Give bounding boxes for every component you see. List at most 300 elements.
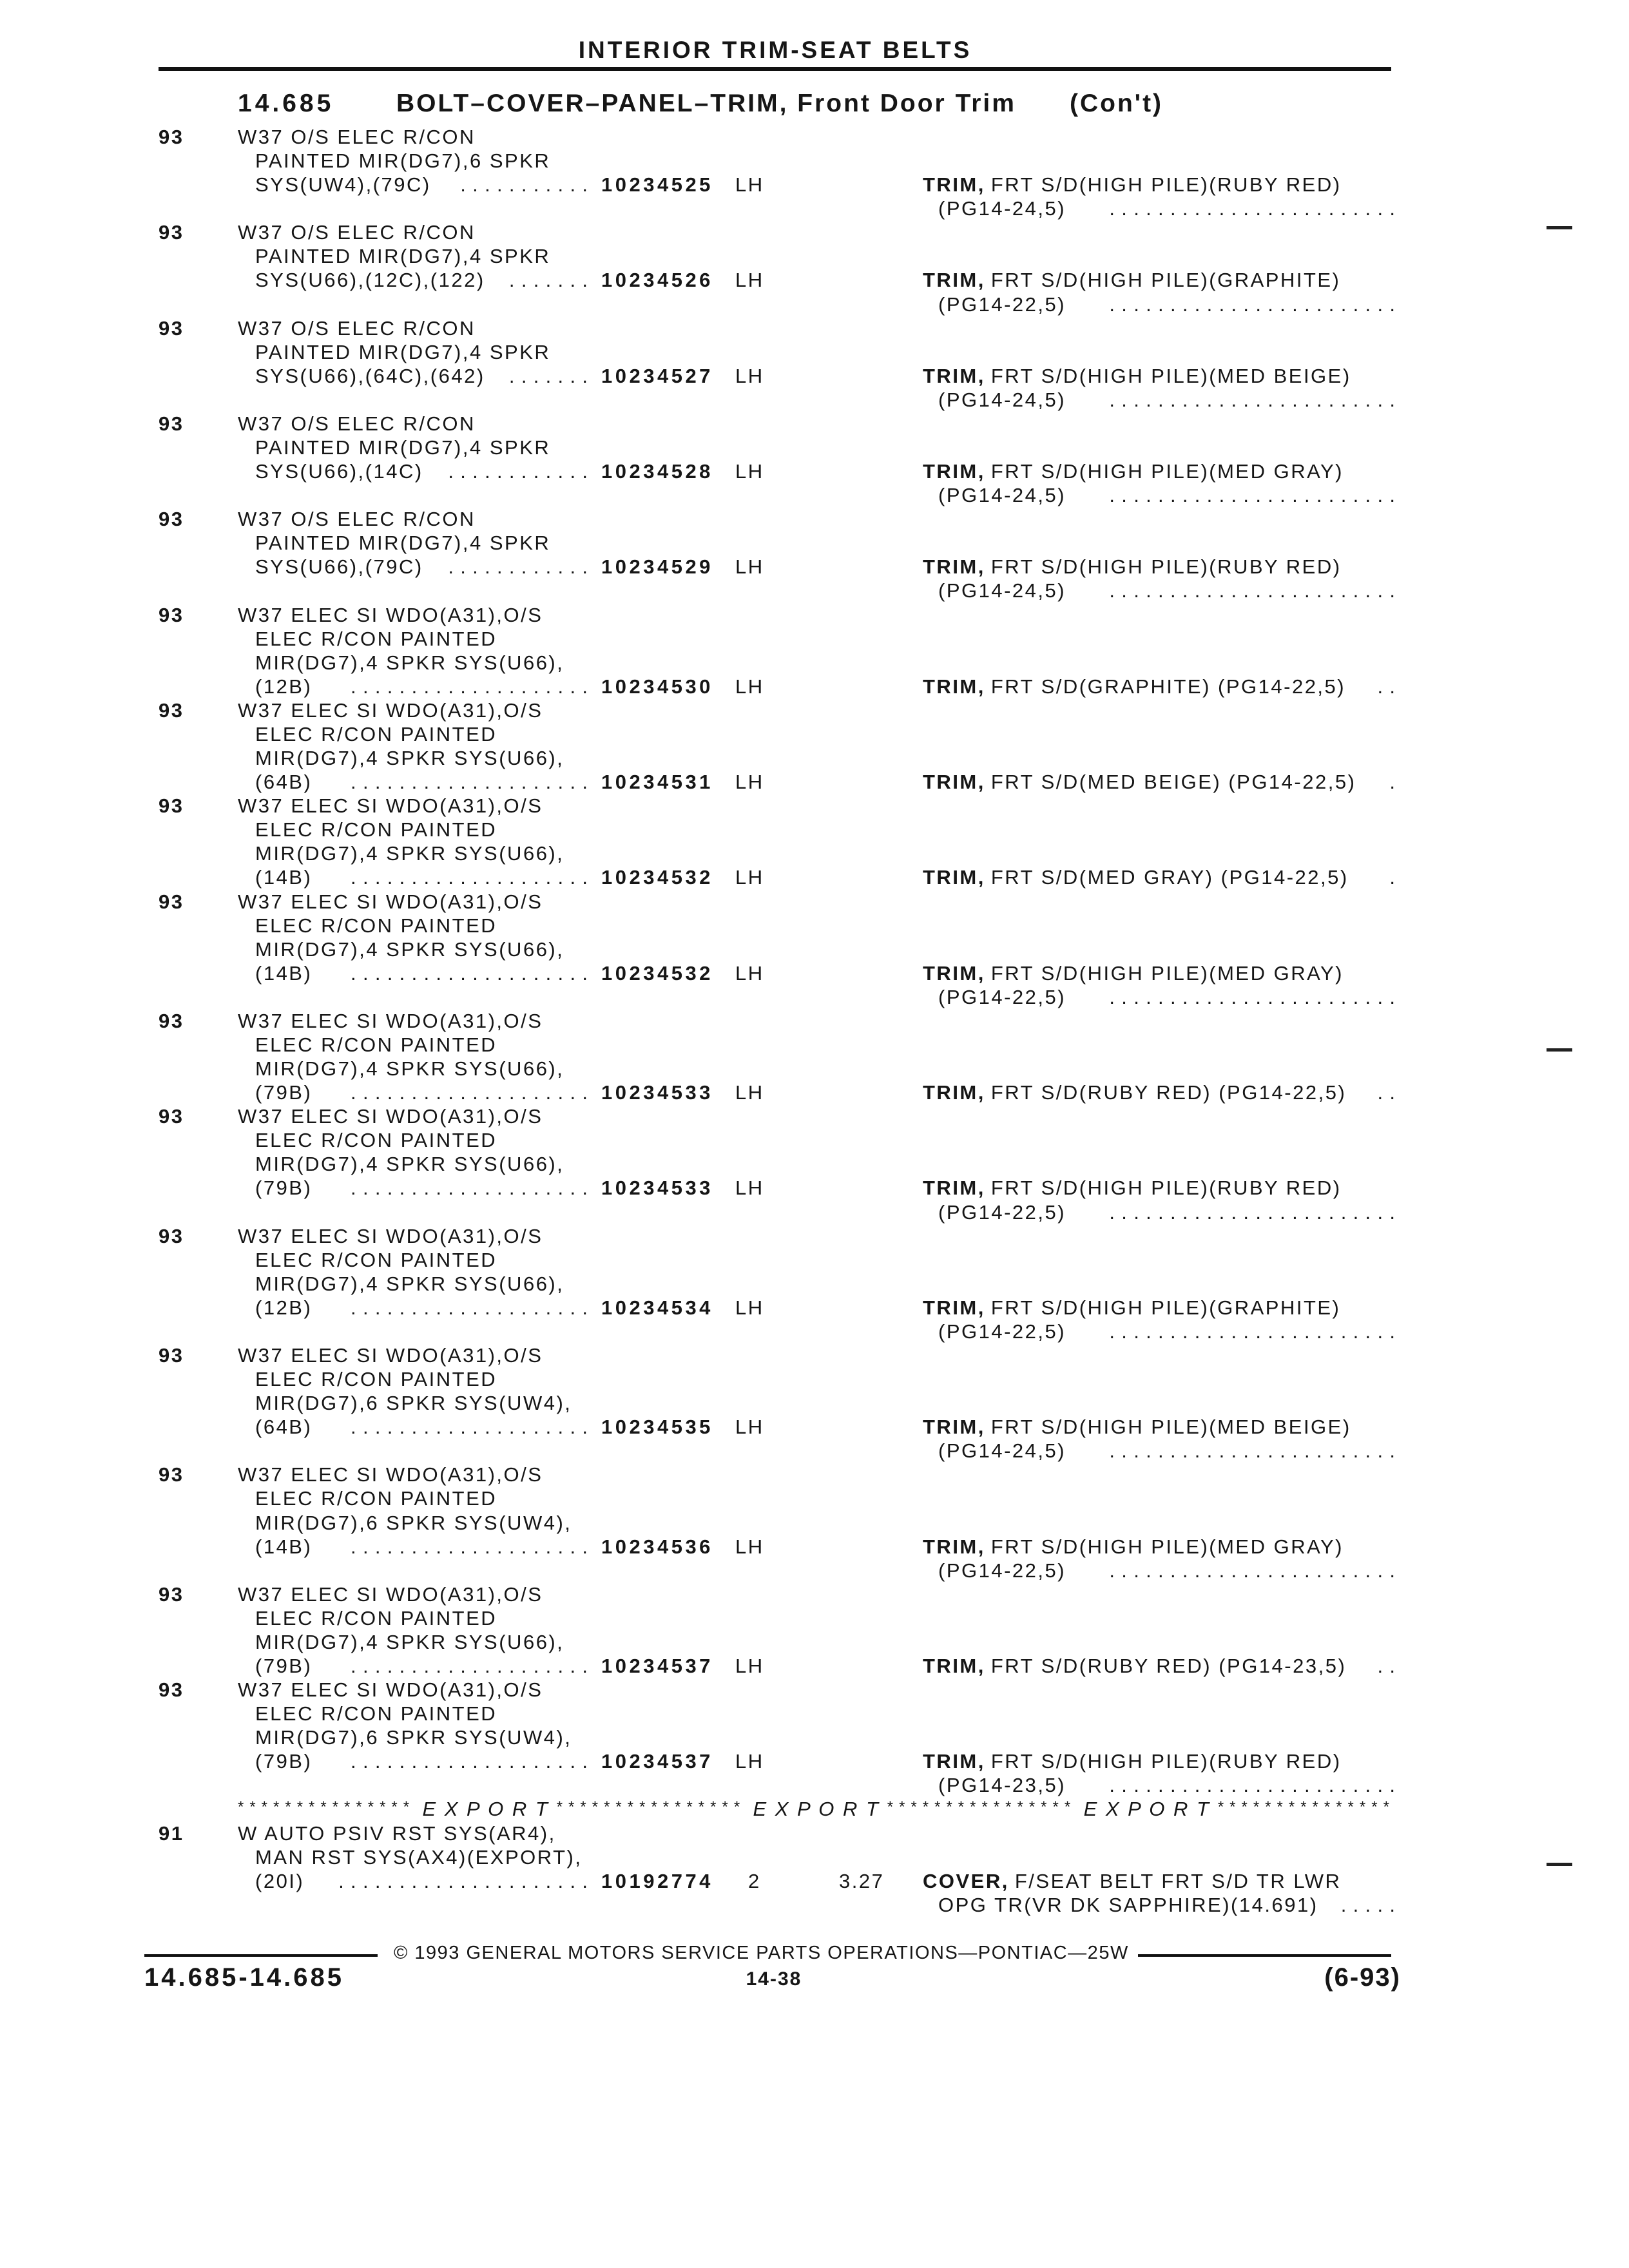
entry-row (0, 985, 1629, 1009)
description-line: MIR(DG7),6 SPKR SYS(UW4), (255, 1392, 572, 1415)
part-number: 10234531 (601, 771, 713, 794)
footer-copyright: © 1993 GENERAL MOTORS SERVICE PARTS OPERATIONS—PONTIAC—25W (394, 1942, 1129, 1963)
entry-row (0, 244, 1629, 268)
description-line: W37 ELEC SI WDO(A31),O/S (238, 1105, 543, 1128)
trim-detail: FRT S/D(HIGH PILE)(MED BEIGE) (990, 364, 1351, 387)
side-indicator: LH (735, 866, 764, 889)
description-line: W37 O/S ELEC R/CON (238, 126, 476, 148)
description-line: W37 O/S ELEC R/CON (238, 316, 476, 340)
trim-description (923, 1869, 1395, 1893)
parts-entry (0, 1343, 1629, 1463)
trim-description (923, 1749, 1395, 1773)
dot-leader: .................... (351, 866, 595, 889)
footer-date-code: (6-93) (1324, 1963, 1401, 1992)
description-line: ELEC R/CON PAINTED (255, 722, 497, 745)
entry-row (0, 1511, 1629, 1535)
entry-row (0, 675, 1629, 698)
trim-description (923, 555, 1395, 579)
description-line: MIR(DG7),4 SPKR SYS(U66), (255, 1272, 564, 1295)
part-number: 10234535 (601, 1416, 713, 1439)
dot-leader: .. (1377, 1655, 1402, 1677)
side-indicator: LH (735, 675, 764, 698)
entry-row (0, 1296, 1629, 1320)
entry-row (0, 627, 1629, 651)
entry-row (0, 173, 1629, 197)
entry-row (0, 412, 1629, 436)
trim-continuation-text: (PG14-24,5) (938, 388, 1066, 411)
description-line: (79B) (255, 1177, 313, 1200)
side-indicator: LH (735, 961, 764, 985)
description-line: PAINTED MIR(DG7),4 SPKR (255, 245, 551, 268)
trim-detail: FRT S/D(HIGH PILE)(MED GRAY) (990, 460, 1344, 483)
trim-noun: TRIM, (923, 1296, 985, 1319)
side-indicator: LH (735, 1535, 764, 1558)
trim-continuation (938, 483, 1402, 507)
model-year: 93 (159, 508, 184, 531)
trim-detail: F/SEAT BELT FRT S/D TR LWR (1014, 1869, 1342, 1892)
description-line: ELEC R/CON PAINTED (255, 1487, 497, 1510)
entry-row (0, 1678, 1629, 1702)
trim-continuation-text: (PG14-23,5) (938, 1774, 1066, 1797)
model-year: 93 (159, 221, 184, 244)
model-year: 93 (159, 1009, 184, 1032)
side-indicator: LH (735, 173, 764, 197)
description-line: ELEC R/CON PAINTED (255, 627, 497, 650)
description-line: SYS(UW4),(79C) (255, 173, 431, 197)
entry-row (0, 1535, 1629, 1559)
description-line: (12B) (255, 1296, 313, 1319)
description-leader-line (255, 1869, 595, 1893)
description-line: ELEC R/CON PAINTED (255, 818, 497, 841)
dot-leader: .................... (351, 1750, 595, 1773)
trim-detail: FRT S/D(RUBY RED) (PG14-23,5) (990, 1655, 1347, 1677)
trim-noun: TRIM, (923, 460, 985, 483)
description-line: (14B) (255, 1535, 313, 1558)
price: 3.27 (839, 1869, 885, 1892)
trim-noun: TRIM, (923, 555, 985, 579)
parts-entry (0, 890, 1629, 1009)
entry-row (0, 125, 1629, 149)
entry-row (0, 1439, 1629, 1463)
dot-leader: ........... (460, 173, 595, 197)
description-leader-line (255, 1176, 595, 1200)
entry-row (0, 197, 1629, 220)
dot-leader: . (1389, 771, 1402, 794)
dot-leader: ........................ (1109, 1320, 1402, 1343)
description-line: MIR(DG7),4 SPKR SYS(U66), (255, 1630, 564, 1653)
entry-row (0, 1128, 1629, 1152)
entry-row (0, 1057, 1629, 1081)
entry-row (0, 746, 1629, 770)
description-line: ELEC R/CON PAINTED (255, 914, 497, 937)
description-line: ELEC R/CON PAINTED (255, 1702, 497, 1725)
trim-continuation (938, 1773, 1402, 1797)
part-number: 10234527 (601, 364, 713, 387)
entry-row (0, 1486, 1629, 1510)
description-line: W37 ELEC SI WDO(A31),O/S (238, 698, 543, 722)
dot-leader: .................... (351, 1296, 595, 1319)
trim-description (923, 1415, 1395, 1439)
dot-leader: .................... (351, 1081, 595, 1104)
entry-row (0, 770, 1629, 794)
trim-noun: TRIM, (923, 173, 985, 197)
entry-row (0, 364, 1629, 388)
parts-entry (0, 698, 1629, 794)
description-line: (64B) (255, 1416, 313, 1439)
entry-row (0, 293, 1629, 316)
export-banner-row (0, 1797, 1629, 1821)
description-line: W37 ELEC SI WDO(A31),O/S (238, 1009, 543, 1032)
footer-rule-right (1138, 1954, 1391, 1957)
dot-leader: ........................ (1109, 197, 1402, 220)
entry-row (0, 1081, 1629, 1104)
dot-leader: . (1389, 866, 1402, 889)
entry-row (0, 1248, 1629, 1272)
description-line: SYS(U66),(79C) (255, 555, 423, 579)
description-line: ELEC R/CON PAINTED (255, 1033, 497, 1056)
entry-row (0, 937, 1629, 961)
entry-row (0, 1272, 1629, 1296)
model-year: 93 (159, 1224, 184, 1247)
description-line: W37 ELEC SI WDO(A31),O/S (238, 1463, 543, 1486)
entry-row (0, 722, 1629, 746)
entry-row (0, 1869, 1629, 1893)
part-number: 10234525 (601, 173, 713, 197)
dot-leader: ........................ (1109, 1439, 1402, 1463)
description-line: W37 O/S ELEC R/CON (238, 412, 476, 435)
entry-row (0, 1176, 1629, 1200)
description-line: W37 ELEC SI WDO(A31),O/S (238, 1224, 543, 1247)
dot-leader: ........................ (1109, 1200, 1402, 1224)
trim-noun: TRIM, (923, 1081, 985, 1104)
description-leader-line (255, 459, 595, 483)
trim-continuation (938, 197, 1402, 220)
side-indicator: LH (735, 771, 764, 794)
trim-continuation-text: (PG14-22,5) (938, 1559, 1066, 1582)
parts-entry (0, 220, 1629, 316)
entry-row (0, 555, 1629, 579)
entry-row (0, 794, 1629, 818)
trim-detail: FRT S/D(HIGH PILE)(RUBY RED) (990, 173, 1342, 197)
asterisk-rule: **************** (887, 1798, 1077, 1816)
section-number: 14.685 (238, 90, 334, 117)
trim-continuation-text: (PG14-22,5) (938, 293, 1066, 316)
part-number: 10234533 (601, 1081, 713, 1104)
quantity: 2 (748, 1869, 761, 1892)
asterisk-rule: *************** (1217, 1798, 1395, 1816)
trim-description (923, 865, 1402, 889)
dot-leader: ........................ (1109, 1559, 1402, 1582)
trim-noun: TRIM, (923, 364, 985, 387)
trim-detail: FRT S/D(HIGH PILE)(RUBY RED) (990, 1750, 1342, 1773)
description-line: PAINTED MIR(DG7),6 SPKR (255, 149, 551, 173)
trim-noun: TRIM, (923, 771, 985, 794)
description-line: (14B) (255, 866, 313, 889)
side-indicator: LH (735, 1081, 764, 1104)
side-indicator: LH (735, 364, 764, 387)
footer-index-range: 14.685-14.685 (144, 1963, 345, 1992)
model-year: 91 (159, 1821, 184, 1845)
trim-continuation (938, 388, 1402, 412)
parts-entry (0, 125, 1629, 220)
description-line: W37 ELEC SI WDO(A31),O/S (238, 794, 543, 818)
description-leader-line (255, 173, 595, 197)
parts-entry (0, 507, 1629, 602)
trim-continuation (938, 1200, 1402, 1224)
trim-detail: FRT S/D(HIGH PILE)(MED GRAY) (990, 961, 1344, 985)
entry-row (0, 890, 1629, 914)
description-leader-line (255, 1415, 595, 1439)
section-continued-label: (Con't) (1070, 90, 1164, 117)
trim-noun: TRIM, (923, 1750, 985, 1773)
asterisk-rule: *************** (238, 1798, 416, 1816)
trim-continuation (938, 985, 1402, 1009)
trim-detail: FRT S/D(RUBY RED) (PG14-22,5) (990, 1081, 1347, 1104)
description-line: MIR(DG7),4 SPKR SYS(U66), (255, 747, 564, 770)
side-indicator: LH (735, 1416, 764, 1439)
dot-leader: ....... (508, 364, 595, 387)
entry-row (0, 1224, 1629, 1248)
dot-leader: .. (1377, 1081, 1402, 1104)
dot-leader: ..................... (338, 1869, 595, 1892)
entry-row (0, 1749, 1629, 1773)
side-indicator: LH (735, 269, 764, 292)
margin-mark (1547, 226, 1572, 229)
trim-detail: FRT S/D(HIGH PILE)(GRAPHITE) (990, 269, 1341, 292)
description-line: PAINTED MIR(DG7),4 SPKR (255, 532, 551, 555)
part-number: 10234537 (601, 1750, 713, 1773)
trim-continuation (938, 1439, 1402, 1463)
dot-leader: .................... (351, 1655, 595, 1677)
trim-continuation-text: (PG14-24,5) (938, 197, 1066, 220)
entry-row (0, 1582, 1629, 1606)
entry-row (0, 1893, 1629, 1917)
dot-leader: .................... (351, 1177, 595, 1200)
parts-entry (0, 1104, 1629, 1224)
description-line: W37 O/S ELEC R/CON (238, 508, 476, 531)
trim-noun: TRIM, (923, 1177, 985, 1200)
trim-detail: FRT S/D(HIGH PILE)(GRAPHITE) (990, 1296, 1341, 1319)
parts-entry (0, 316, 1629, 412)
dot-leader: ....... (508, 269, 595, 292)
part-number: 10234529 (601, 555, 713, 579)
description-line: ELEC R/CON PAINTED (255, 1129, 497, 1152)
trim-noun: COVER, (923, 1869, 1009, 1892)
description-line: ELEC R/CON PAINTED (255, 1248, 497, 1271)
description-line: (64B) (255, 771, 313, 794)
trim-continuation (938, 293, 1402, 316)
section-title: BOLT–COVER–PANEL–TRIM, Front Door Trim (396, 90, 1016, 117)
parts-entry (0, 1821, 1629, 1917)
entry-row (0, 818, 1629, 841)
entry-row (0, 1320, 1629, 1343)
trim-continuation-text: (PG14-24,5) (938, 579, 1066, 602)
entry-row (0, 483, 1629, 507)
description-leader-line (255, 1296, 595, 1320)
trim-description (923, 268, 1395, 292)
trim-description (923, 173, 1395, 197)
export-label: E X P O R T (753, 1798, 880, 1821)
trim-continuation-text: OPG TR(VR DK SAPPHIRE)(14.691) (938, 1893, 1318, 1916)
part-number: 10234534 (601, 1296, 713, 1319)
entry-row (0, 698, 1629, 722)
description-line: W37 ELEC SI WDO(A31),O/S (238, 1343, 543, 1367)
parts-entry (0, 603, 1629, 698)
parts-entry (0, 1678, 1629, 1797)
parts-list (0, 125, 1629, 1917)
part-number: 10234532 (601, 961, 713, 985)
entry-row (0, 388, 1629, 412)
dot-leader: .................... (351, 1416, 595, 1439)
dot-leader: ............ (448, 460, 595, 483)
entry-row (0, 1845, 1629, 1869)
entry-row (0, 1821, 1629, 1845)
trim-noun: TRIM, (923, 1655, 985, 1677)
trim-detail: FRT S/D(HIGH PILE)(MED GRAY) (990, 1535, 1344, 1558)
description-line: (79B) (255, 1081, 313, 1104)
description-line: PAINTED MIR(DG7),4 SPKR (255, 436, 551, 459)
entry-row (0, 865, 1629, 889)
entry-row (0, 459, 1629, 483)
parts-entry (0, 794, 1629, 889)
parts-entry (0, 1582, 1629, 1678)
trim-detail: FRT S/D(HIGH PILE)(RUBY RED) (990, 555, 1342, 579)
trim-continuation-text: (PG14-24,5) (938, 484, 1066, 507)
description-line: W37 O/S ELEC R/CON (238, 221, 476, 244)
entry-row (0, 914, 1629, 937)
model-year: 93 (159, 1463, 184, 1486)
entry-row (0, 1702, 1629, 1725)
part-number: 10234532 (601, 866, 713, 889)
model-year: 93 (159, 126, 184, 148)
trim-description (923, 1654, 1402, 1678)
dot-leader: ........................ (1109, 388, 1402, 411)
description-line: MIR(DG7),4 SPKR SYS(U66), (255, 842, 564, 865)
description-leader-line (255, 961, 595, 985)
part-number: 10234537 (601, 1655, 713, 1677)
trim-description (923, 1081, 1402, 1104)
trim-description (923, 770, 1402, 794)
footer-page-number: 14-38 (746, 1968, 802, 1990)
entry-row (0, 1033, 1629, 1057)
entry-row (0, 961, 1629, 985)
trim-continuation-text: (PG14-22,5) (938, 1200, 1066, 1224)
footer-rule-left (144, 1954, 378, 1957)
description-line: PAINTED MIR(DG7),4 SPKR (255, 340, 551, 363)
entry-row (0, 1725, 1629, 1749)
model-year: 93 (159, 890, 184, 913)
trim-continuation-text: (PG14-24,5) (938, 1439, 1066, 1463)
description-line: MIR(DG7),4 SPKR SYS(U66), (255, 1057, 564, 1081)
model-year: 93 (159, 316, 184, 340)
side-indicator: LH (735, 1177, 764, 1200)
model-year: 93 (159, 794, 184, 818)
entry-row (0, 1009, 1629, 1033)
entry-row (0, 651, 1629, 675)
margin-mark (1547, 1863, 1572, 1866)
description-leader-line (255, 865, 595, 889)
dot-leader: ........................ (1109, 1774, 1402, 1797)
entry-row (0, 1463, 1629, 1486)
trim-description (923, 1296, 1395, 1320)
parts-entry (0, 1463, 1629, 1582)
trim-noun: TRIM, (923, 866, 985, 889)
description-line: MIR(DG7),6 SPKR SYS(UW4), (255, 1726, 572, 1749)
model-year: 93 (159, 412, 184, 435)
trim-noun: TRIM, (923, 269, 985, 292)
part-number: 10234526 (601, 269, 713, 292)
description-line: SYS(U66),(12C),(122) (255, 269, 485, 292)
side-indicator: LH (735, 1750, 764, 1773)
trim-detail: FRT S/D(MED BEIGE) (PG14-22,5) (990, 771, 1356, 794)
part-number: 10192774 (601, 1869, 713, 1892)
entry-row (0, 1367, 1629, 1391)
asterisk-rule: **************** (556, 1798, 746, 1816)
trim-continuation-text: (PG14-22,5) (938, 1320, 1066, 1343)
description-line: MIR(DG7),4 SPKR SYS(U66), (255, 651, 564, 674)
trim-description (923, 1176, 1395, 1200)
dot-leader: .. (1377, 675, 1402, 698)
entry-row (0, 1630, 1629, 1654)
entry-row (0, 149, 1629, 173)
description-line: W37 ELEC SI WDO(A31),O/S (238, 1678, 543, 1702)
trim-detail: FRT S/D(GRAPHITE) (PG14-22,5) (990, 675, 1346, 698)
description-line: MIR(DG7),4 SPKR SYS(U66), (255, 937, 564, 961)
entry-row (0, 1343, 1629, 1367)
page-header-title: INTERIOR TRIM-SEAT BELTS (578, 37, 972, 63)
trim-noun: TRIM, (923, 1416, 985, 1439)
side-indicator: LH (735, 555, 764, 579)
trim-detail: FRT S/D(MED GRAY) (PG14-22,5) (990, 866, 1349, 889)
trim-continuation (938, 1320, 1402, 1343)
model-year: 93 (159, 698, 184, 722)
entry-row (0, 1773, 1629, 1797)
description-line: SYS(U66),(14C) (255, 460, 423, 483)
header-rule (159, 67, 1391, 71)
entry-row (0, 340, 1629, 364)
entry-row (0, 220, 1629, 244)
description-leader-line (255, 1654, 595, 1678)
dot-leader: ........................ (1109, 579, 1402, 602)
description-line: MIR(DG7),6 SPKR SYS(UW4), (255, 1511, 572, 1534)
trim-continuation-text: (PG14-22,5) (938, 985, 1066, 1008)
model-year: 93 (159, 1582, 184, 1606)
export-banner (238, 1797, 1395, 1821)
export-label: E X P O R T (422, 1798, 550, 1821)
description-line: ELEC R/CON PAINTED (255, 1606, 497, 1629)
side-indicator: LH (735, 1655, 764, 1677)
trim-noun: TRIM, (923, 675, 985, 698)
trim-description (923, 459, 1395, 483)
description-line: W37 ELEC SI WDO(A31),O/S (238, 890, 543, 913)
trim-description (923, 675, 1402, 698)
part-number: 10234536 (601, 1535, 713, 1558)
description-leader-line (255, 1749, 595, 1773)
description-leader-line (255, 1535, 595, 1559)
description-line: ELEC R/CON PAINTED (255, 1368, 497, 1391)
trim-detail: FRT S/D(HIGH PILE)(MED BEIGE) (990, 1416, 1351, 1439)
entry-row (0, 1200, 1629, 1224)
parts-entry (0, 1224, 1629, 1343)
description-leader-line (255, 1081, 595, 1104)
trim-description (923, 1535, 1395, 1559)
dot-leader: .................... (351, 961, 595, 985)
description-line: SYS(U66),(64C),(642) (255, 364, 485, 387)
dot-leader: ............ (448, 555, 595, 579)
trim-description (923, 961, 1395, 985)
description-line: (20I) (255, 1869, 305, 1892)
entry-row (0, 841, 1629, 865)
